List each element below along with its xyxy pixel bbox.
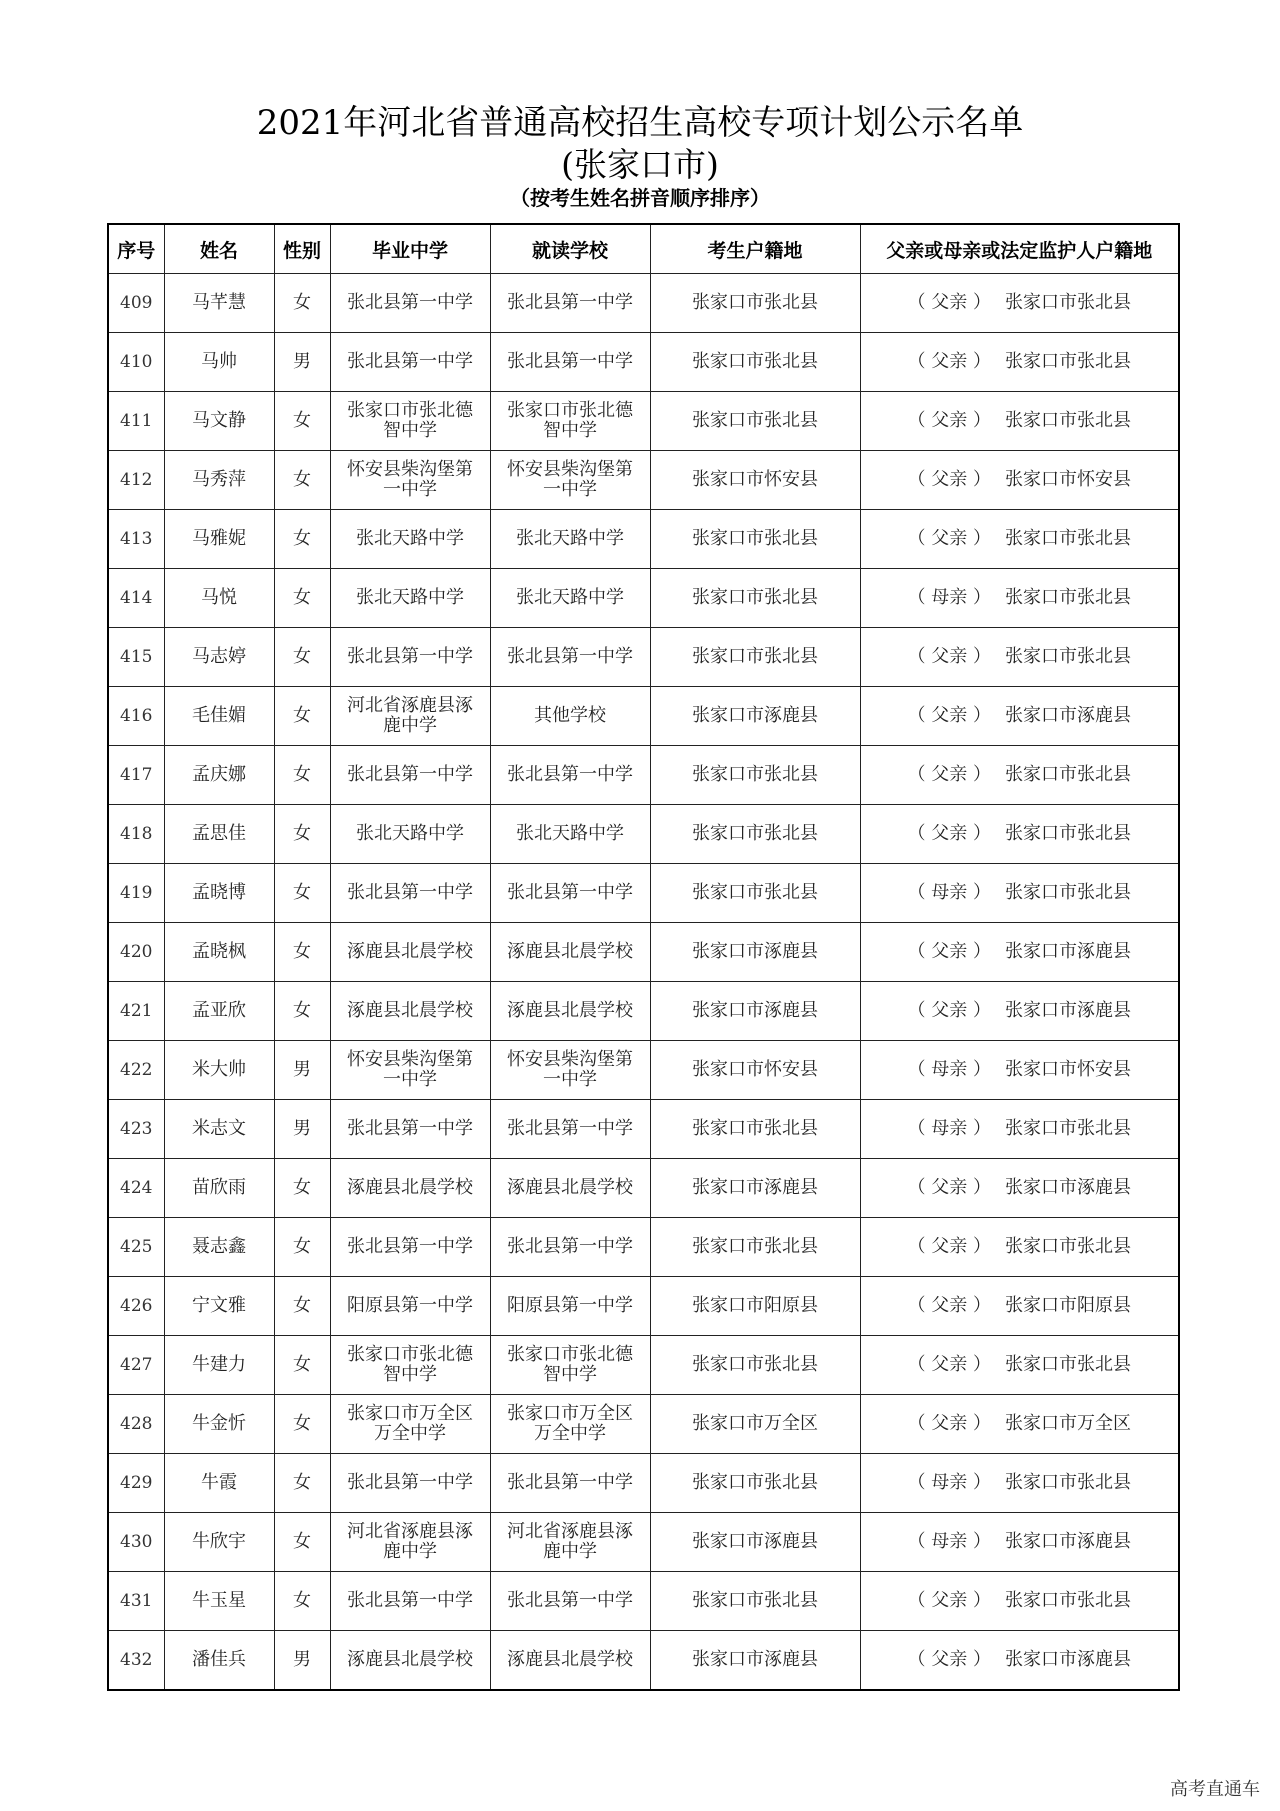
cell-domicile: 张家口市张北县: [650, 1218, 860, 1277]
cell-gender: 女: [274, 628, 330, 687]
cell-current-school: 张家口市万全区万全中学: [490, 1395, 650, 1454]
guardian-domicile: 张家口市张北县: [1004, 528, 1131, 549]
cell-gender: 女: [274, 687, 330, 746]
cell-name: 潘佳兵: [164, 1631, 274, 1691]
cell-current-school: 张北县第一中学: [490, 746, 650, 805]
cell-current-school: 涿鹿县北晨学校: [490, 982, 650, 1041]
table-row: [108, 1336, 1179, 1395]
cell-domicile: 张家口市涿鹿县: [650, 923, 860, 982]
cell-grad-school: 张北天路中学: [330, 569, 490, 628]
guardian-domicile: 张家口市张北县: [1004, 882, 1131, 903]
cell-guardian: [860, 1572, 1179, 1631]
guardian-domicile: 张家口市怀安县: [1004, 1059, 1131, 1080]
cell-name: 马芊慧: [164, 274, 274, 333]
cell-domicile: 张家口市张北县: [650, 1572, 860, 1631]
cell-guardian: [860, 1336, 1179, 1395]
cell-gender: 女: [274, 510, 330, 569]
table-row: [108, 569, 1179, 628]
guardian-domicile: 张家口市阳原县: [1004, 1295, 1131, 1316]
cell-guardian: [860, 982, 1179, 1041]
table-row: [108, 923, 1179, 982]
cell-current-school: 张北天路中学: [490, 510, 650, 569]
document-title: 2021年河北省普通高校招生高校专项计划公示名单: [256, 103, 1024, 143]
cell-gender: 女: [274, 569, 330, 628]
cell-current-school: 怀安县柴沟堡第一中学: [490, 1041, 650, 1100]
cell-name: 马悦: [164, 569, 274, 628]
guardian-domicile: 张家口市张北县: [1004, 410, 1131, 431]
cell-grad-school: 河北省涿鹿县涿鹿中学: [330, 1513, 490, 1572]
header-no: 序号: [108, 224, 164, 274]
cell-current-school: 张北县第一中学: [490, 1100, 650, 1159]
cell-domicile: 张家口市涿鹿县: [650, 687, 860, 746]
cell-current-school: 其他学校: [490, 687, 650, 746]
cell-guardian: [860, 1454, 1179, 1513]
cell-no: 412: [108, 451, 164, 510]
guardian-relation: （ 母亲 ）: [907, 1531, 991, 1552]
cell-no: 424: [108, 1159, 164, 1218]
cell-grad-school: 张北天路中学: [330, 805, 490, 864]
guardian-relation: （ 父亲 ）: [907, 1177, 991, 1198]
table-row: [108, 1277, 1179, 1336]
cell-no: 430: [108, 1513, 164, 1572]
guardian-domicile: 张家口市涿鹿县: [1004, 1649, 1131, 1670]
cell-name: 马秀萍: [164, 451, 274, 510]
cell-name: 牛玉星: [164, 1572, 274, 1631]
cell-gender: 女: [274, 1572, 330, 1631]
sort-note: （按考生姓名拼音顺序排序）: [510, 186, 770, 210]
cell-no: 420: [108, 923, 164, 982]
cell-guardian: [860, 1513, 1179, 1572]
cell-guardian: [860, 392, 1179, 451]
cell-current-school: 怀安县柴沟堡第一中学: [490, 451, 650, 510]
cell-domicile: 张家口市张北县: [650, 628, 860, 687]
cell-gender: 女: [274, 923, 330, 982]
cell-no: 411: [108, 392, 164, 451]
cell-guardian: [860, 333, 1179, 392]
cell-grad-school: 张北天路中学: [330, 510, 490, 569]
cell-domicile: 张家口市怀安县: [650, 1041, 860, 1100]
table-row: [108, 1041, 1179, 1100]
header-domicile: 考生户籍地: [650, 224, 860, 274]
cell-grad-school: 张家口市万全区万全中学: [330, 1395, 490, 1454]
cell-guardian: [860, 746, 1179, 805]
cell-no: 421: [108, 982, 164, 1041]
header-guardian-domicile: 父亲或母亲或法定监护人户籍地: [860, 224, 1179, 274]
cell-no: 425: [108, 1218, 164, 1277]
cell-name: 米志文: [164, 1100, 274, 1159]
guardian-domicile: 张家口市张北县: [1004, 646, 1131, 667]
cell-gender: 女: [274, 451, 330, 510]
cell-grad-school: 张北县第一中学: [330, 1100, 490, 1159]
guardian-domicile: 张家口市怀安县: [1004, 469, 1131, 490]
cell-guardian: [860, 569, 1179, 628]
cell-gender: 女: [274, 982, 330, 1041]
cell-no: 415: [108, 628, 164, 687]
table-row: [108, 1100, 1179, 1159]
cell-guardian: [860, 1100, 1179, 1159]
cell-guardian: [860, 628, 1179, 687]
cell-guardian: [860, 864, 1179, 923]
guardian-domicile: 张家口市张北县: [1004, 823, 1131, 844]
cell-name: 牛霞: [164, 1454, 274, 1513]
cell-current-school: 张家口市张北德智中学: [490, 1336, 650, 1395]
cell-current-school: 张北县第一中学: [490, 1572, 650, 1631]
cell-grad-school: 张北县第一中学: [330, 274, 490, 333]
guardian-domicile: 张家口市张北县: [1004, 1472, 1131, 1493]
cell-guardian: [860, 687, 1179, 746]
cell-grad-school: 涿鹿县北晨学校: [330, 923, 490, 982]
table-row: [108, 392, 1179, 451]
cell-domicile: 张家口市张北县: [650, 392, 860, 451]
cell-no: 419: [108, 864, 164, 923]
cell-domicile: 张家口市张北县: [650, 1454, 860, 1513]
cell-no: 427: [108, 1336, 164, 1395]
guardian-domicile: 张家口市涿鹿县: [1004, 1531, 1131, 1552]
cell-guardian: [860, 923, 1179, 982]
table-row: [108, 1395, 1179, 1454]
guardian-domicile: 张家口市张北县: [1004, 587, 1131, 608]
cell-domicile: 张家口市万全区: [650, 1395, 860, 1454]
guardian-relation: （ 父亲 ）: [907, 1354, 991, 1375]
cell-no: 410: [108, 333, 164, 392]
header-gender: 性别: [274, 224, 330, 274]
guardian-domicile: 张家口市涿鹿县: [1004, 1177, 1131, 1198]
cell-gender: 男: [274, 1041, 330, 1100]
cell-name: 牛建力: [164, 1336, 274, 1395]
table-row: [108, 864, 1179, 923]
cell-no: 416: [108, 687, 164, 746]
table-row: [108, 805, 1179, 864]
guardian-domicile: 张家口市张北县: [1004, 764, 1131, 785]
guardian-relation: （ 父亲 ）: [907, 469, 991, 490]
cell-grad-school: 张北县第一中学: [330, 333, 490, 392]
cell-gender: 女: [274, 1159, 330, 1218]
guardian-relation: （ 母亲 ）: [907, 882, 991, 903]
cell-current-school: 河北省涿鹿县涿鹿中学: [490, 1513, 650, 1572]
cell-guardian: [860, 1218, 1179, 1277]
cell-current-school: 张北县第一中学: [490, 1218, 650, 1277]
cell-gender: 女: [274, 274, 330, 333]
cell-no: 426: [108, 1277, 164, 1336]
roster-table: [107, 223, 1180, 1691]
cell-guardian: [860, 1159, 1179, 1218]
cell-grad-school: 阳原县第一中学: [330, 1277, 490, 1336]
cell-domicile: 张家口市涿鹿县: [650, 1159, 860, 1218]
guardian-domicile: 张家口市张北县: [1004, 351, 1131, 372]
cell-current-school: 张北天路中学: [490, 805, 650, 864]
guardian-domicile: 张家口市万全区: [1004, 1413, 1131, 1434]
guardian-relation: （ 父亲 ）: [907, 528, 991, 549]
cell-name: 马雅妮: [164, 510, 274, 569]
guardian-relation: （ 母亲 ）: [907, 1059, 991, 1080]
cell-gender: 男: [274, 1631, 330, 1691]
cell-grad-school: 张家口市张北德智中学: [330, 392, 490, 451]
cell-current-school: 张北县第一中学: [490, 628, 650, 687]
cell-name: 孟亚欣: [164, 982, 274, 1041]
cell-no: 429: [108, 1454, 164, 1513]
cell-no: 428: [108, 1395, 164, 1454]
cell-name: 马帅: [164, 333, 274, 392]
cell-current-school: 张北县第一中学: [490, 1454, 650, 1513]
cell-no: 432: [108, 1631, 164, 1691]
cell-no: 431: [108, 1572, 164, 1631]
cell-current-school: 涿鹿县北晨学校: [490, 923, 650, 982]
cell-guardian: [860, 805, 1179, 864]
cell-domicile: 张家口市张北县: [650, 510, 860, 569]
cell-domicile: 张家口市涿鹿县: [650, 1513, 860, 1572]
cell-gender: 女: [274, 746, 330, 805]
cell-grad-school: 张北县第一中学: [330, 1572, 490, 1631]
guardian-relation: （ 父亲 ）: [907, 823, 991, 844]
cell-domicile: 张家口市涿鹿县: [650, 1631, 860, 1691]
cell-name: 牛金忻: [164, 1395, 274, 1454]
guardian-domicile: 张家口市涿鹿县: [1004, 941, 1131, 962]
cell-current-school: 张北县第一中学: [490, 274, 650, 333]
cell-gender: 女: [274, 864, 330, 923]
cell-guardian: [860, 510, 1179, 569]
table-row: [108, 451, 1179, 510]
guardian-relation: （ 父亲 ）: [907, 1413, 991, 1434]
cell-no: 409: [108, 274, 164, 333]
cell-no: 414: [108, 569, 164, 628]
cell-domicile: 张家口市怀安县: [650, 451, 860, 510]
cell-gender: 女: [274, 392, 330, 451]
cell-gender: 女: [274, 1395, 330, 1454]
guardian-relation: （ 母亲 ）: [907, 1118, 991, 1139]
cell-domicile: 张家口市阳原县: [650, 1277, 860, 1336]
guardian-relation: （ 父亲 ）: [907, 351, 991, 372]
cell-name: 马文静: [164, 392, 274, 451]
cell-grad-school: 怀安县柴沟堡第一中学: [330, 451, 490, 510]
guardian-domicile: 张家口市张北县: [1004, 1118, 1131, 1139]
cell-grad-school: 涿鹿县北晨学校: [330, 982, 490, 1041]
cell-name: 苗欣雨: [164, 1159, 274, 1218]
cell-name: 牛欣宇: [164, 1513, 274, 1572]
cell-guardian: [860, 451, 1179, 510]
cell-guardian: [860, 1395, 1179, 1454]
guardian-domicile: 张家口市张北县: [1004, 1236, 1131, 1257]
cell-domicile: 张家口市张北县: [650, 333, 860, 392]
cell-grad-school: 张北县第一中学: [330, 1454, 490, 1513]
cell-domicile: 张家口市涿鹿县: [650, 982, 860, 1041]
cell-no: 413: [108, 510, 164, 569]
guardian-relation: （ 父亲 ）: [907, 1295, 991, 1316]
cell-guardian: [860, 274, 1179, 333]
cell-current-school: 张北县第一中学: [490, 864, 650, 923]
document-subtitle: (张家口市): [561, 145, 719, 184]
guardian-relation: （ 母亲 ）: [907, 1472, 991, 1493]
cell-name: 孟庆娜: [164, 746, 274, 805]
cell-name: 孟晓博: [164, 864, 274, 923]
cell-no: 422: [108, 1041, 164, 1100]
table-body: [108, 274, 1179, 1691]
table-row: [108, 510, 1179, 569]
cell-domicile: 张家口市张北县: [650, 1100, 860, 1159]
cell-current-school: 张家口市张北德智中学: [490, 392, 650, 451]
guardian-relation: （ 父亲 ）: [907, 410, 991, 431]
cell-grad-school: 怀安县柴沟堡第一中学: [330, 1041, 490, 1100]
table-row: [108, 1513, 1179, 1572]
cell-domicile: 张家口市张北县: [650, 805, 860, 864]
table-row: [108, 1159, 1179, 1218]
guardian-relation: （ 父亲 ）: [907, 292, 991, 313]
table-row: [108, 628, 1179, 687]
header-current-school: 就读学校: [490, 224, 650, 274]
watermark: 高考直通车: [1170, 1779, 1260, 1800]
cell-name: 马志婷: [164, 628, 274, 687]
cell-grad-school: 河北省涿鹿县涿鹿中学: [330, 687, 490, 746]
cell-name: 聂志鑫: [164, 1218, 274, 1277]
cell-current-school: 张北县第一中学: [490, 333, 650, 392]
cell-name: 孟思佳: [164, 805, 274, 864]
cell-gender: 女: [274, 1218, 330, 1277]
cell-grad-school: 张家口市张北德智中学: [330, 1336, 490, 1395]
cell-domicile: 张家口市张北县: [650, 569, 860, 628]
cell-current-school: 张北天路中学: [490, 569, 650, 628]
guardian-relation: （ 父亲 ）: [907, 764, 991, 785]
cell-gender: 男: [274, 1100, 330, 1159]
guardian-relation: （ 父亲 ）: [907, 1590, 991, 1611]
cell-domicile: 张家口市张北县: [650, 746, 860, 805]
table-row: [108, 1454, 1179, 1513]
cell-name: 米大帅: [164, 1041, 274, 1100]
guardian-relation: （ 父亲 ）: [907, 1236, 991, 1257]
cell-guardian: [860, 1041, 1179, 1100]
guardian-relation: （ 父亲 ）: [907, 941, 991, 962]
cell-grad-school: 涿鹿县北晨学校: [330, 1159, 490, 1218]
guardian-domicile: 张家口市张北县: [1004, 292, 1131, 313]
guardian-domicile: 张家口市张北县: [1004, 1590, 1131, 1611]
guardian-domicile: 张家口市张北县: [1004, 1354, 1131, 1375]
guardian-relation: （ 父亲 ）: [907, 646, 991, 667]
cell-no: 417: [108, 746, 164, 805]
cell-guardian: [860, 1631, 1179, 1691]
table-row: [108, 1631, 1179, 1691]
table-row: [108, 333, 1179, 392]
cell-guardian: [860, 1277, 1179, 1336]
cell-gender: 男: [274, 333, 330, 392]
guardian-domicile: 张家口市涿鹿县: [1004, 1000, 1131, 1021]
table-row: [108, 687, 1179, 746]
guardian-relation: （ 父亲 ）: [907, 1649, 991, 1670]
guardian-relation: （ 父亲 ）: [907, 705, 991, 726]
cell-domicile: 张家口市张北县: [650, 274, 860, 333]
table-row: [108, 746, 1179, 805]
cell-name: 孟晓枫: [164, 923, 274, 982]
table-row: [108, 274, 1179, 333]
header-name: 姓名: [164, 224, 274, 274]
cell-name: 宁文雅: [164, 1277, 274, 1336]
header-grad-school: 毕业中学: [330, 224, 490, 274]
guardian-relation: （ 母亲 ）: [907, 587, 991, 608]
table-row: [108, 1218, 1179, 1277]
cell-gender: 女: [274, 1454, 330, 1513]
cell-gender: 女: [274, 805, 330, 864]
cell-no: 418: [108, 805, 164, 864]
cell-current-school: 涿鹿县北晨学校: [490, 1631, 650, 1691]
cell-domicile: 张家口市张北县: [650, 864, 860, 923]
cell-no: 423: [108, 1100, 164, 1159]
cell-grad-school: 张北县第一中学: [330, 628, 490, 687]
table-row: [108, 1572, 1179, 1631]
cell-gender: 女: [274, 1277, 330, 1336]
cell-name: 毛佳媚: [164, 687, 274, 746]
table-header-row: [108, 224, 1179, 274]
cell-grad-school: 张北县第一中学: [330, 864, 490, 923]
table-row: [108, 982, 1179, 1041]
cell-current-school: 涿鹿县北晨学校: [490, 1159, 650, 1218]
guardian-domicile: 张家口市涿鹿县: [1004, 705, 1131, 726]
cell-grad-school: 涿鹿县北晨学校: [330, 1631, 490, 1691]
cell-gender: 女: [274, 1513, 330, 1572]
guardian-relation: （ 父亲 ）: [907, 1000, 991, 1021]
cell-gender: 女: [274, 1336, 330, 1395]
cell-current-school: 阳原县第一中学: [490, 1277, 650, 1336]
cell-grad-school: 张北县第一中学: [330, 746, 490, 805]
cell-grad-school: 张北县第一中学: [330, 1218, 490, 1277]
cell-domicile: 张家口市张北县: [650, 1336, 860, 1395]
